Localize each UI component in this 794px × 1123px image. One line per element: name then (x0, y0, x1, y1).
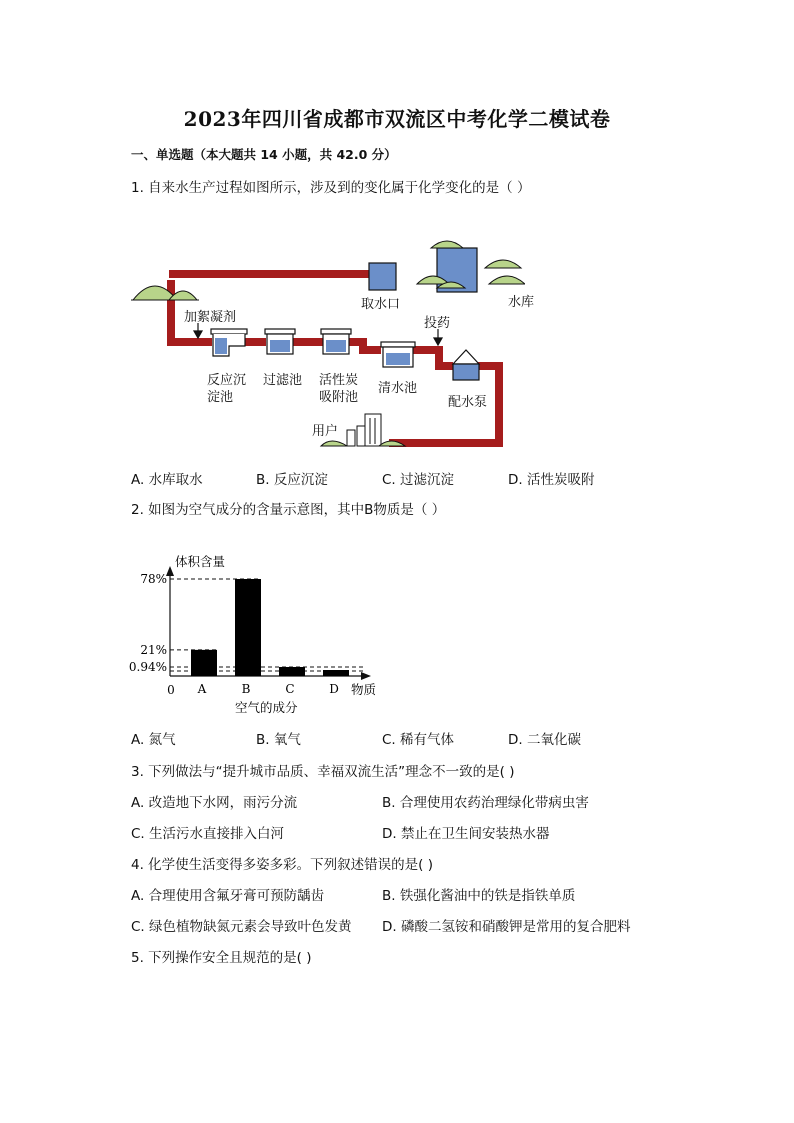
q4-option-d: D. 磷酸二氢铵和硝酸钾是常用的复合肥料 (382, 919, 631, 935)
carbon-label-line2: 吸附池 (319, 390, 359, 405)
chart-tick-label-1: 21% (140, 642, 167, 657)
coagulant-arrow (194, 323, 202, 338)
reservoir (417, 241, 525, 292)
pump-label: 配水泵 (448, 395, 488, 410)
coagulant-label: 加絮凝剂 (184, 310, 237, 325)
q4-option-a: A. 合理使用含氟牙膏可预防龋齿 (131, 888, 325, 904)
user-label: 用户 (312, 424, 339, 439)
intake-box (369, 263, 396, 290)
chart-unit-label: 物质 (351, 682, 377, 697)
chart-tick-label-2: 0.94% (128, 660, 167, 674)
chart-tick-labels (129, 572, 167, 674)
chart-category-c: C (285, 682, 295, 696)
clear-water-label: 清水池 (378, 381, 418, 396)
chart-bars (191, 579, 349, 676)
question-2-stem: 2. 如图为空气成分的含量示意图，其中B物质是（ ） (131, 502, 446, 518)
reaction-label-line1: 反应沉 (207, 373, 247, 388)
chart-ylabel: 体积含量 (175, 554, 226, 569)
q1-option-b: B. 反应沉淀 (256, 472, 328, 488)
carbon-label-line1: 活性炭 (319, 373, 359, 388)
q2-option-d: D. 二氧化碳 (508, 732, 581, 748)
question-4-stem: 4. 化学使生活变得多姿多彩。下列叙述错误的是( ) (131, 857, 433, 873)
filter-tank (265, 329, 295, 354)
reaction-tank (211, 329, 247, 356)
chart-tick-label-0: 78% (140, 572, 167, 586)
q4-option-c: C. 绿色植物缺氮元素会导致叶色发黄 (131, 919, 352, 935)
chart-xlabel: 空气的成分 (235, 700, 298, 715)
reservoir-label: 水库 (508, 295, 535, 310)
clear-water-tank (381, 342, 415, 367)
dosing-label: 投药 (424, 316, 451, 331)
trees-left (131, 286, 199, 300)
q4-option-b: B. 铁强化酱油中的铁是指铁单质 (382, 888, 576, 904)
chart-category-labels (197, 682, 339, 696)
air-composition-chart (125, 552, 395, 722)
q2-option-c: C. 稀有气体 (382, 732, 455, 748)
chart-category-d: D (329, 682, 339, 696)
dosing-arrow (434, 329, 442, 345)
question-5-stem: 5. 下列操作安全且规范的是( ) (131, 950, 312, 966)
q3-option-c: C. 生活污水直接排入白河 (131, 826, 285, 842)
q3-option-a: A. 改造地下水网，雨污分流 (131, 795, 298, 811)
q3-option-d: D. 禁止在卫生间安装热水器 (382, 826, 550, 842)
section-heading: 一、单选题（本大题共 14 小题，共 42.0 分） (131, 147, 397, 162)
pipe (169, 274, 499, 443)
q1-option-d: D. 活性炭吸附 (508, 472, 595, 488)
question-3-stem: 3. 下列做法与“提升城市品质、幸福双流生活”理念不一致的是( ) (131, 764, 515, 780)
reaction-label-line2: 淀池 (207, 390, 234, 405)
question-1-stem: 1. 自来水生产过程如图所示，涉及到的变化属于化学变化的是（ ） (131, 180, 531, 196)
water-treatment-diagram (125, 232, 525, 452)
carbon-tank (321, 329, 351, 354)
chart-category-a: A (197, 682, 207, 696)
page-title: 2023年四川省成都市双流区中考化学二模试卷 (183, 107, 611, 131)
q1-option-c: C. 过滤沉淀 (382, 472, 455, 488)
chart-bar-d (323, 670, 349, 676)
q3-option-b: B. 合理使用农药治理绿化带病虫害 (382, 795, 589, 811)
chart-origin-label: 0 (167, 683, 175, 697)
q1-option-a: A. 水库取水 (131, 472, 203, 488)
chart-bar-b (235, 579, 261, 676)
q2-option-b: B. 氧气 (256, 732, 301, 748)
chart-category-b: B (241, 682, 251, 696)
intake-label: 取水口 (361, 297, 401, 312)
pump-house (453, 350, 479, 380)
filter-label: 过滤池 (263, 373, 303, 388)
chart-bar-a (191, 650, 217, 676)
q2-option-a: A. 氮气 (131, 732, 176, 748)
chart-bar-c (279, 667, 305, 676)
